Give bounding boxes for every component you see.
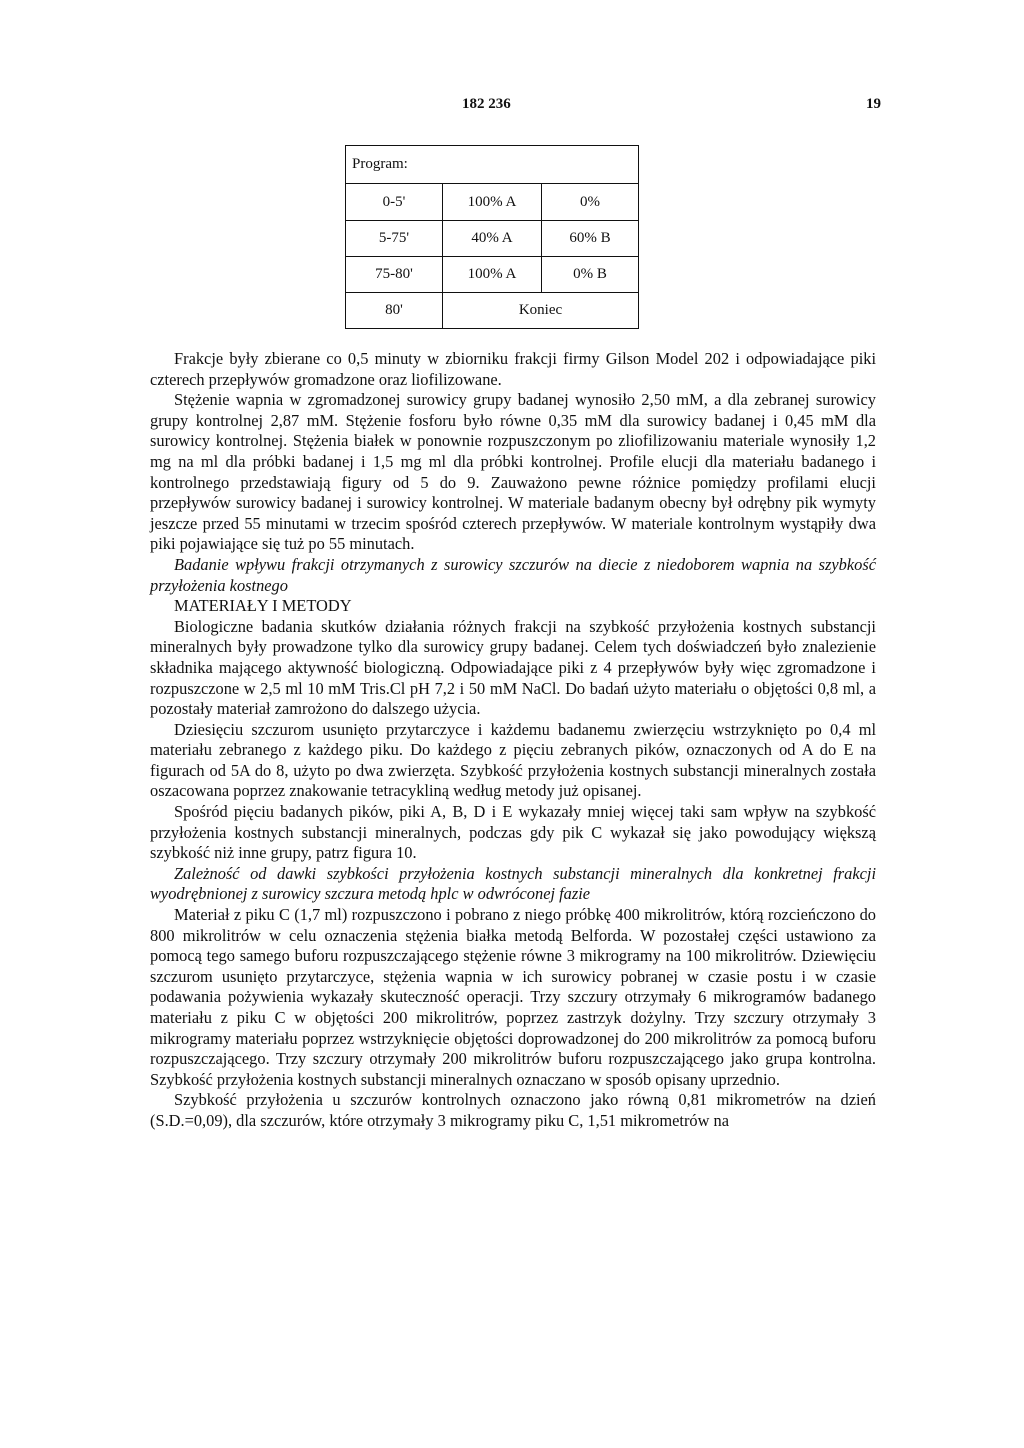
table-cell: 100% A: [443, 184, 542, 221]
table-row: [346, 221, 639, 257]
paragraph: Biologiczne badania skutków działania różnych frakcji na szybkość przyłożenia kostnych substancji mineralnych były prowadzone tylko dla surowicy grupy badanej. Celem tych doświadczeń było znalezienie składnika mającego aktywność biologiczną. Odpowiadające piki z 4 przepływów były więc zgromadzone i rozpuszczone w 2,5 ml 10 mM Tris.Cl pH 7,2 i 50 mM NaCl. Do badań użyto materiału o objętości 0,8 ml, a pozostały materiał zamrożono do dalszego użycia.: [150, 616, 876, 719]
paragraph: Frakcje były zbierane co 0,5 minuty w zbiorniku frakcji firmy Gilson Model 202 i odpowiadające piki czterech przepływów gromadzone oraz liofilizowane.: [150, 349, 876, 389]
table-row: [346, 146, 639, 184]
table-cell: 40% A: [443, 221, 542, 257]
table-row: [346, 184, 639, 221]
table-cell: 0-5': [346, 184, 443, 221]
paragraph: Materiał z piku C (1,7 ml) rozpuszczono i pobrano z niego próbkę 400 mikrolitrów, którą rozcieńczono do 800 mikrolitrów w celu oznaczenia stężenia białka metodą Belforda. W pozostałej części ustawiono za pomocą tego samego buforu rozpuszczającego stężenie równe 3 mikrogramy na 100 mikrolitrów. Dziewięciu szczurom usunięto przytarczyce, stężenia wapnia w ich surowicy pobranej w czasie postu i w czasie podawania pożywienia wykazały skuteczność operacji. Trzy szczury otrzymały 6 mikrogramów badanego materiału z piku C w objętości 200 mikrolitrów, poprzez zastrzyk dożylny. Trzy szczury otrzymały 3 mikrogramy materiału poprzez wstrzyknięcie objętości doprowadzonej do 200 mikrolitrów za pomocą buforu rozpuszczającego. Trzy szczury otrzymały 200 mikrolitrów buforu rozpuszczającego jako grupa kontrolna. Szybkość przyłożenia kostnych substancji mineralnych oznaczano w sposób opisany uprzednio.: [150, 905, 876, 1089]
body-text: [150, 349, 876, 1132]
table-cell: 0%: [542, 184, 639, 221]
paragraph: Szybkość przyłożenia u szczurów kontrolnych oznaczono jako równą 0,81 mikrometrów na dzień (S.D.=0,09), dla szczurów, które otrzymały 3 mikrogramy piku C, 1,51 mikrometrów na: [150, 1090, 876, 1130]
table-cell: 5-75': [346, 221, 443, 257]
paragraph: Spośród pięciu badanych pików, piki A, B, D i E wykazały mniej więcej taki sam wpływ na szybkość przyłożenia kostnych substancji mineralnych, podczas gdy pik C wykazał się jako powodujący większą szybkość niż inne grupy, patrz figura 10.: [150, 802, 876, 863]
table-row: [346, 293, 639, 329]
table-row: [346, 257, 639, 293]
table-cell: 60% B: [542, 221, 639, 257]
paragraph: Dziesięciu szczurom usunięto przytarczyce i każdemu badanemu zwierzęciu wstrzyknięto po 0,4 ml materiału zebranego z każdego piku. Do każdego z pięciu zebranych pików, oznaczonych od A do E na figurach od 5A do 8, użyto po dwa zwierzęta. Szybkość przyłożenia kostnych substancji mineralnych została oszacowana poprzez znakowanie tetracykliną według metody już opisanej.: [150, 719, 876, 801]
document-number: 182 236: [462, 96, 511, 112]
table-cell: 75-80': [346, 257, 443, 293]
program-label: Program:: [346, 146, 639, 184]
program-table: [345, 145, 639, 329]
table-cell: Koniec: [443, 293, 639, 329]
section-heading: MATERIAŁY I METODY: [174, 596, 352, 616]
table-cell: 0% B: [542, 257, 639, 293]
table-cell: 100% A: [443, 257, 542, 293]
paragraph: Stężenie wapnia w zgromadzonej surowicy grupy badanej wynosiło 2,50 mM, a dla zebranej surowicy grupy kontrolnej 2,87 mM. Stężenie fosforu było równe 0,35 mM dla surowicy badanej i 0,45 mM dla surowicy kontrolnej. Stężenia białek w ponownie rozpuszczonym po zliofilizowaniu materiale wynosiły 1,2 mg na ml dla próbki badanej i 1,5 mg ml dla próbki kontrolnej. Profile elucji dla materiału badanego i kontrolnego przedstawiają figury od 5 do 9. Zauważono pewne różnice pomiędzy profilami elucji przepływów surowicy badanej i surowicy kontrolnej. W materiale badanym obecny był odrębny pik wymyty jeszcze przed 55 minutami w trzecim spośród czterech przepływów. W materiale kontrolnym wystąpiły dwa piki pojawiające się tuż po 55 minutach.: [150, 390, 876, 554]
page-number: 19: [866, 96, 881, 112]
section-heading: Zależność od dawki szybkości przyłożenia kostnych substancji mineralnych dla konkretnej frakcji wyodrębnionej z surowicy szczura metodą hplc w odwróconej fazie: [150, 863, 876, 904]
table-cell: 80': [346, 293, 443, 329]
section-heading: Badanie wpływu frakcji otrzymanych z surowicy szczurów na diecie z niedoborem wapnia na szybkość przyłożenia kostnego: [150, 554, 876, 595]
